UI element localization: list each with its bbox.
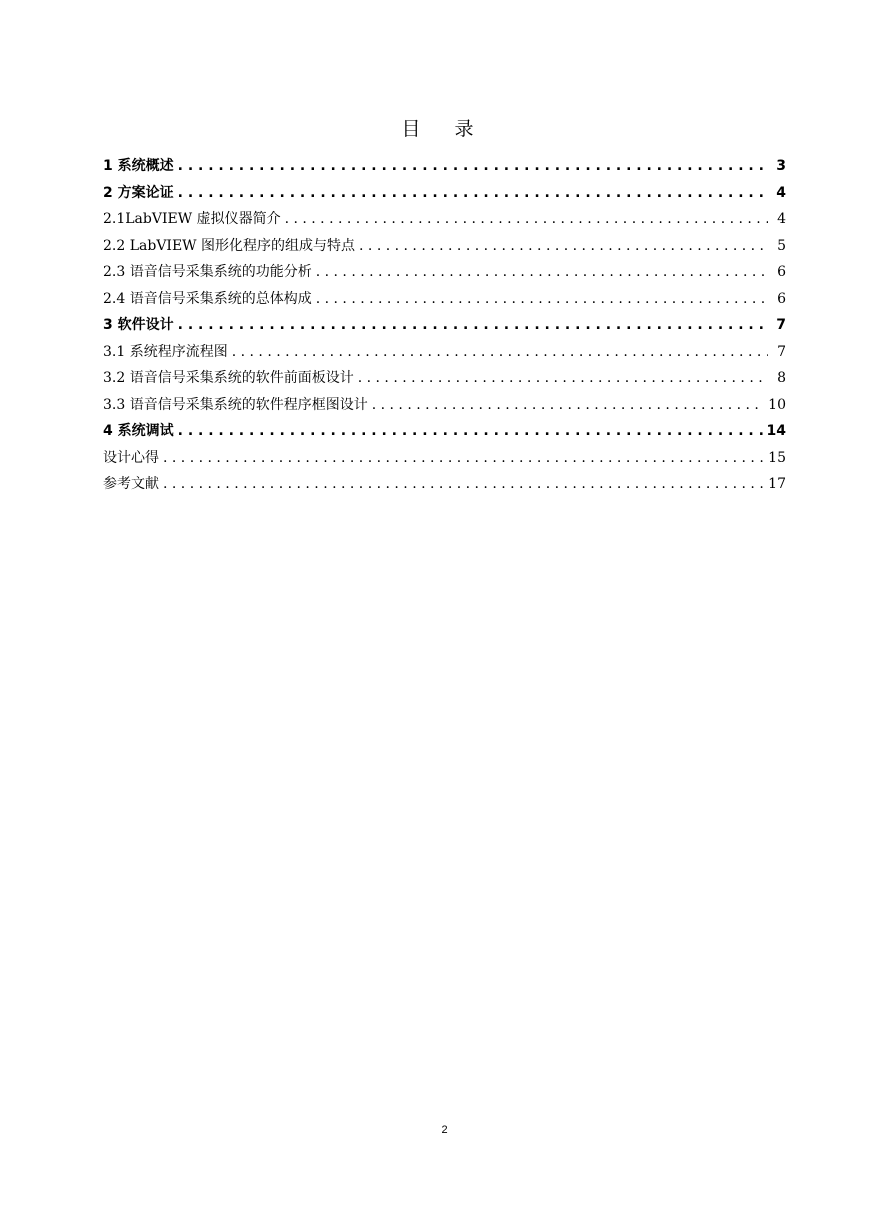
toc-dot-leader bbox=[232, 339, 768, 366]
table-of-contents bbox=[103, 153, 786, 498]
page-number: 2 bbox=[441, 1124, 448, 1136]
toc-entry-label: 2 方案论证 bbox=[103, 184, 174, 201]
toc-entry[interactable] bbox=[103, 312, 786, 339]
toc-entry-page: 10 bbox=[768, 396, 786, 413]
toc-entry-label: 设计心得 bbox=[103, 449, 159, 466]
toc-dot-leader bbox=[178, 180, 768, 207]
toc-entry-page: 14 bbox=[766, 423, 786, 439]
toc-entry-label: 3.1 系统程序流程图 bbox=[103, 343, 228, 360]
toc-entry[interactable] bbox=[103, 180, 786, 207]
toc-entry-label: 2.1LabVIEW 虚拟仪器简介 bbox=[103, 211, 281, 227]
toc-dot-leader bbox=[316, 286, 768, 313]
toc-entry[interactable] bbox=[103, 233, 786, 260]
toc-dot-leader bbox=[359, 233, 768, 260]
toc-entry-page: 6 bbox=[777, 264, 786, 280]
toc-dot-leader bbox=[163, 471, 764, 498]
toc-dot-leader bbox=[285, 206, 768, 233]
toc-entry[interactable] bbox=[103, 339, 786, 366]
toc-entry-page: 7 bbox=[776, 317, 786, 333]
toc-entry[interactable] bbox=[103, 471, 786, 498]
toc-entry[interactable] bbox=[103, 418, 786, 445]
toc-dot-leader bbox=[358, 365, 768, 392]
toc-entry-page: 15 bbox=[768, 449, 786, 466]
toc-entry-label: 3 软件设计 bbox=[103, 317, 174, 333]
toc-entry-label: 2.2 LabVIEW 图形化程序的组成与特点 bbox=[103, 237, 356, 254]
toc-entry[interactable] bbox=[103, 286, 786, 313]
toc-entry-label: 3.2 语音信号采集系统的软件前面板设计 bbox=[103, 370, 354, 386]
toc-dot-leader bbox=[178, 418, 763, 445]
toc-entry-page: 17 bbox=[768, 476, 786, 492]
toc-entry[interactable] bbox=[103, 206, 786, 233]
toc-entry-label: 4 系统调试 bbox=[103, 423, 174, 439]
toc-entry-page: 4 bbox=[777, 211, 786, 227]
toc-entry[interactable] bbox=[103, 153, 786, 180]
toc-dot-leader bbox=[372, 392, 764, 419]
toc-entry-label: 2.3 语音信号采集系统的功能分析 bbox=[103, 264, 312, 280]
toc-entry-page: 7 bbox=[777, 343, 786, 360]
toc-entry-label: 2.4 语音信号采集系统的总体构成 bbox=[103, 290, 312, 307]
toc-dot-leader bbox=[163, 445, 764, 472]
toc-entry-page: 4 bbox=[776, 184, 786, 201]
toc-dot-leader bbox=[178, 312, 768, 339]
toc-dot-leader bbox=[178, 153, 768, 180]
toc-entry[interactable] bbox=[103, 445, 786, 472]
toc-entry-page: 6 bbox=[777, 290, 786, 307]
toc-entry[interactable] bbox=[103, 392, 786, 419]
toc-entry-label: 3.3 语音信号采集系统的软件程序框图设计 bbox=[103, 396, 368, 413]
toc-entry-label: 1 系统概述 bbox=[103, 158, 174, 174]
toc-dot-leader bbox=[316, 259, 768, 286]
toc-entry-page: 8 bbox=[777, 370, 786, 386]
toc-entry[interactable] bbox=[103, 259, 786, 286]
toc-entry-page: 5 bbox=[777, 237, 786, 254]
toc-entry-label: 参考文献 bbox=[103, 476, 159, 492]
toc-entry-page: 3 bbox=[776, 158, 786, 174]
toc-entry[interactable] bbox=[103, 365, 786, 392]
toc-title: 目 录 bbox=[401, 118, 488, 140]
